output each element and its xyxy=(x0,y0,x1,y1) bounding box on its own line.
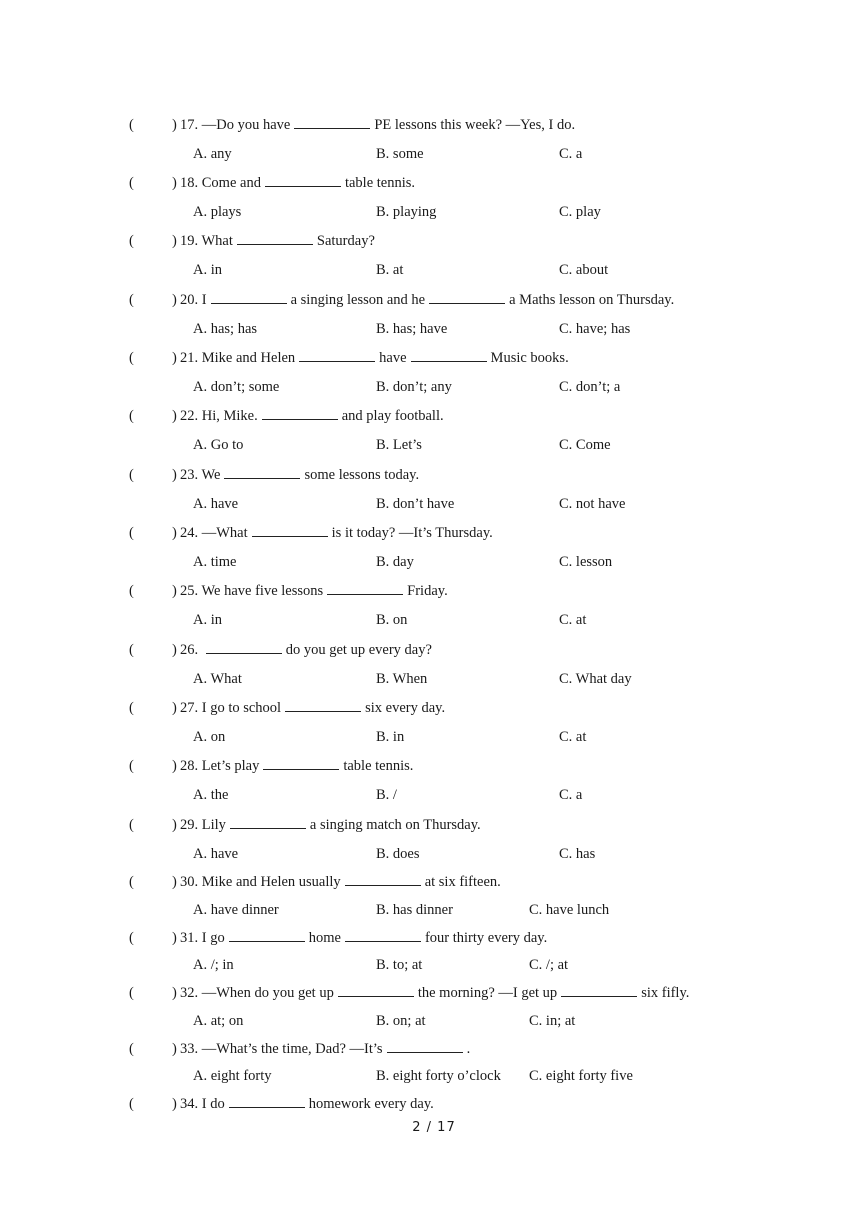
answer-paren-open[interactable]: ( xyxy=(129,930,134,946)
question-text-segment: is it today? —It’s Thursday. xyxy=(331,525,493,541)
answer-paren-close: ) xyxy=(172,1096,177,1112)
option-a[interactable]: A. have xyxy=(193,846,239,862)
option-b[interactable]: B. eight forty o’clock xyxy=(376,1068,501,1084)
answer-blank[interactable] xyxy=(387,1039,463,1053)
question-number: 23 xyxy=(180,467,195,483)
options-row xyxy=(0,144,868,164)
option-c[interactable]: C. about xyxy=(559,262,609,278)
question-text: 32. —When do you get up the morning? —I get up six fifly. xyxy=(180,985,690,1001)
option-a[interactable]: A. in xyxy=(193,612,222,628)
question-text-segment: Let’s play xyxy=(201,758,260,774)
question-text-segment: Hi, Mike. xyxy=(201,408,258,424)
question-text-segment: I xyxy=(201,292,207,308)
options-row xyxy=(0,377,868,397)
answer-paren-open[interactable]: ( xyxy=(129,583,134,599)
question-text-segment: at six fifteen. xyxy=(424,874,501,890)
question-text: 29. Lily a singing match on Thursday. xyxy=(180,817,481,833)
question-text-segment: —When do you get up xyxy=(201,985,334,1001)
question-33 xyxy=(0,1039,868,1059)
answer-paren-open[interactable]: ( xyxy=(129,874,134,890)
answer-paren-close: ) xyxy=(172,175,177,191)
answer-blank[interactable] xyxy=(561,983,637,997)
option-c[interactable]: C. not have xyxy=(559,496,626,512)
question-text-segment: six every day. xyxy=(365,700,446,716)
option-c[interactable]: C. has xyxy=(559,846,596,862)
question-number: 26 xyxy=(180,642,195,658)
option-c[interactable]: C. in; at xyxy=(529,1013,576,1029)
options-row xyxy=(0,435,868,455)
answer-paren-close: ) xyxy=(172,233,177,249)
question-text: 34. I do homework every day. xyxy=(180,1096,434,1112)
options-row xyxy=(0,669,868,689)
answer-blank[interactable] xyxy=(411,348,487,362)
option-c[interactable]: C. have; has xyxy=(559,321,631,337)
question-text: 17. —Do you have PE lessons this week? —Yes, I do. xyxy=(180,117,576,133)
answer-blank[interactable] xyxy=(224,465,300,479)
question-text-segment: What xyxy=(201,233,233,249)
answer-paren-close: ) xyxy=(172,985,177,1001)
question-text-segment: do you get up every day? xyxy=(285,642,432,658)
options-row xyxy=(0,610,868,630)
question-17 xyxy=(0,115,868,135)
question-text: 33. —What’s the time, Dad? —It’s . xyxy=(180,1041,471,1057)
answer-paren-open[interactable]: ( xyxy=(129,985,134,1001)
options-row xyxy=(0,1011,868,1031)
answer-paren-close: ) xyxy=(172,642,177,658)
answer-paren-close: ) xyxy=(172,874,177,890)
question-text: 26. do you get up every day? xyxy=(180,642,432,658)
question-text-segment: some lessons today. xyxy=(304,467,420,483)
question-number: 17 xyxy=(180,117,195,133)
option-c[interactable]: C. /; at xyxy=(529,957,569,973)
question-text-segment: Saturday? xyxy=(316,233,375,249)
question-25 xyxy=(0,581,868,601)
question-text-segment: Lily xyxy=(201,817,226,833)
question-text-segment: the morning? —I get up xyxy=(417,985,558,1001)
option-b[interactable]: B. on xyxy=(376,612,408,628)
question-text: 30. Mike and Helen usually at six fifteen. xyxy=(180,874,501,890)
option-a[interactable]: A. What xyxy=(193,671,242,687)
option-c[interactable]: C. at xyxy=(559,612,587,628)
answer-blank[interactable] xyxy=(262,406,338,420)
question-34 xyxy=(0,1094,868,1114)
question-21 xyxy=(0,348,868,368)
question-text-segment: and play football. xyxy=(341,408,444,424)
option-a[interactable]: A. time xyxy=(193,554,237,570)
options-row xyxy=(0,260,868,280)
option-b[interactable]: B. / xyxy=(376,787,397,803)
question-number: 34 xyxy=(180,1096,195,1112)
question-27 xyxy=(0,698,868,718)
question-text-segment: have xyxy=(379,350,407,366)
option-b[interactable]: B. at xyxy=(376,262,404,278)
option-b[interactable]: B. When xyxy=(376,671,428,687)
question-text-segment: six fifly. xyxy=(641,985,690,1001)
question-text-segment: table tennis. xyxy=(343,758,414,774)
question-number: 18 xyxy=(180,175,195,191)
answer-paren-close: ) xyxy=(172,930,177,946)
option-b[interactable]: B. has; have xyxy=(376,321,448,337)
option-c[interactable]: C. Come xyxy=(559,437,611,453)
answer-blank[interactable] xyxy=(345,872,421,886)
question-number: 33 xyxy=(180,1041,195,1057)
question-32 xyxy=(0,983,868,1003)
answer-paren-close: ) xyxy=(172,467,177,483)
answer-paren-close: ) xyxy=(172,817,177,833)
option-b[interactable]: B. does xyxy=(376,846,420,862)
question-text: 28. Let’s play table tennis. xyxy=(180,758,414,774)
answer-paren-close: ) xyxy=(172,700,177,716)
options-row xyxy=(0,552,868,572)
answer-blank[interactable] xyxy=(206,640,282,654)
question-26 xyxy=(0,640,868,660)
option-a[interactable]: A. /; in xyxy=(193,957,234,973)
option-a[interactable]: A. in xyxy=(193,262,222,278)
question-number: 30 xyxy=(180,874,195,890)
question-text-segment: four thirty every day. xyxy=(424,930,548,946)
answer-paren-open[interactable]: ( xyxy=(129,817,134,833)
answer-paren-open[interactable]: ( xyxy=(129,758,134,774)
answer-paren-close: ) xyxy=(172,350,177,366)
answer-blank[interactable] xyxy=(252,523,328,537)
option-c[interactable]: C. play xyxy=(559,204,601,220)
question-text-segment: . xyxy=(466,1041,471,1057)
options-row xyxy=(0,844,868,864)
question-text-segment: a singing match on Thursday. xyxy=(309,817,481,833)
question-22 xyxy=(0,406,868,426)
answer-paren-close: ) xyxy=(172,117,177,133)
question-text: 25. We have five lessons Friday. xyxy=(180,583,448,599)
question-text: 22. Hi, Mike. and play football. xyxy=(180,408,444,424)
question-19 xyxy=(0,231,868,251)
answer-paren-close: ) xyxy=(172,525,177,541)
question-text-segment: Music books. xyxy=(490,350,569,366)
question-text: 24. —What is it today? —It’s Thursday. xyxy=(180,525,493,541)
options-row xyxy=(0,955,868,975)
answer-paren-open[interactable]: ( xyxy=(129,292,134,308)
question-text: 23. We some lessons today. xyxy=(180,467,420,483)
question-text: 19. What Saturday? xyxy=(180,233,375,249)
option-a[interactable]: A. has; has xyxy=(193,321,258,337)
question-text-segment: —What xyxy=(201,525,248,541)
question-23 xyxy=(0,465,868,485)
answer-paren-open[interactable]: ( xyxy=(129,525,134,541)
option-a[interactable]: A. have xyxy=(193,496,239,512)
option-c[interactable]: C. a xyxy=(559,146,583,162)
question-number: 25 xyxy=(180,583,195,599)
answer-blank[interactable] xyxy=(285,698,361,712)
question-number: 29 xyxy=(180,817,195,833)
question-text-segment: Mike and Helen usually xyxy=(201,874,341,890)
question-number: 21 xyxy=(180,350,195,366)
question-number: 19 xyxy=(180,233,195,249)
question-29 xyxy=(0,815,868,835)
options-row xyxy=(0,900,868,920)
question-31 xyxy=(0,928,868,948)
answer-blank[interactable] xyxy=(229,928,305,942)
option-b[interactable]: B. to; at xyxy=(376,957,423,973)
answer-paren-close: ) xyxy=(172,408,177,424)
option-a[interactable]: A. plays xyxy=(193,204,242,220)
question-text-segment: table tennis. xyxy=(344,175,416,191)
option-c[interactable]: C. eight forty five xyxy=(529,1068,633,1084)
question-text-segment: Come and xyxy=(201,175,261,191)
answer-blank[interactable] xyxy=(230,815,306,829)
question-24 xyxy=(0,523,868,543)
answer-paren-open[interactable]: ( xyxy=(129,1096,134,1112)
question-text-segment: We have five lessons xyxy=(201,583,324,599)
answer-paren-close: ) xyxy=(172,583,177,599)
option-a[interactable]: A. on xyxy=(193,729,226,745)
answer-blank[interactable] xyxy=(327,581,403,595)
question-text-segment: —Do you have xyxy=(201,117,291,133)
option-b[interactable]: B. Let’s xyxy=(376,437,422,453)
question-18 xyxy=(0,173,868,193)
options-row xyxy=(0,785,868,805)
answer-paren-open[interactable]: ( xyxy=(129,350,134,366)
answer-paren-close: ) xyxy=(172,758,177,774)
page-number: 2 / 17 xyxy=(412,1120,456,1135)
options-row xyxy=(0,494,868,514)
question-number: 28 xyxy=(180,758,195,774)
question-text-segment: homework every day. xyxy=(308,1096,434,1112)
answer-paren-close: ) xyxy=(172,1041,177,1057)
answer-paren-open[interactable]: ( xyxy=(129,1041,134,1057)
option-c[interactable]: C. don’t; a xyxy=(559,379,621,395)
option-a[interactable]: A. eight forty xyxy=(193,1068,272,1084)
answer-blank[interactable] xyxy=(265,173,341,187)
answer-blank[interactable] xyxy=(299,348,375,362)
question-number: 24 xyxy=(180,525,195,541)
options-row xyxy=(0,1066,868,1086)
answer-paren-open[interactable]: ( xyxy=(129,467,134,483)
option-a[interactable]: A. Go to xyxy=(193,437,244,453)
answer-paren-open[interactable]: ( xyxy=(129,408,134,424)
option-c[interactable]: C. have lunch xyxy=(529,902,610,918)
answer-blank[interactable] xyxy=(294,115,370,129)
question-text: 20. I a singing lesson and he a Maths lesson on Thursday. xyxy=(180,292,675,308)
option-c[interactable]: C. lesson xyxy=(559,554,613,570)
answer-blank[interactable] xyxy=(237,231,313,245)
answer-blank[interactable] xyxy=(345,928,421,942)
question-text-segment: —What’s the time, Dad? —It’s xyxy=(201,1041,383,1057)
question-20 xyxy=(0,290,868,310)
option-a[interactable]: A. the xyxy=(193,787,229,803)
answer-paren-open[interactable]: ( xyxy=(129,233,134,249)
option-c[interactable]: C. a xyxy=(559,787,583,803)
question-28 xyxy=(0,756,868,776)
question-number: 20 xyxy=(180,292,195,308)
question-text-segment: We xyxy=(201,467,221,483)
answer-blank[interactable] xyxy=(211,290,287,304)
option-a[interactable]: A. at; on xyxy=(193,1013,244,1029)
option-b[interactable]: B. has dinner xyxy=(376,902,453,918)
answer-blank[interactable] xyxy=(338,983,414,997)
option-b[interactable]: B. on; at xyxy=(376,1013,426,1029)
option-b[interactable]: B. don’t have xyxy=(376,496,455,512)
question-text: 27. I go to school six every day. xyxy=(180,700,446,716)
answer-blank[interactable] xyxy=(429,290,505,304)
question-text-segment: I go xyxy=(201,930,225,946)
question-30 xyxy=(0,872,868,892)
question-number: 27 xyxy=(180,700,195,716)
question-text-segment: PE lessons this week? —Yes, I do. xyxy=(374,117,576,133)
question-text-segment: home xyxy=(308,930,341,946)
option-a[interactable]: A. any xyxy=(193,146,232,162)
option-a[interactable]: A. don’t; some xyxy=(193,379,280,395)
question-text: 31. I go home four thirty every day. xyxy=(180,930,548,946)
question-text-segment: a Maths lesson on Thursday. xyxy=(509,292,675,308)
option-b[interactable]: B. in xyxy=(376,729,405,745)
question-text-segment: Friday. xyxy=(407,583,448,599)
answer-blank[interactable] xyxy=(263,756,339,770)
answer-paren-open[interactable]: ( xyxy=(129,175,134,191)
answer-paren-close: ) xyxy=(172,292,177,308)
option-b[interactable]: B. some xyxy=(376,146,424,162)
options-row xyxy=(0,319,868,339)
option-a[interactable]: A. have dinner xyxy=(193,902,279,918)
answer-paren-open[interactable]: ( xyxy=(129,117,134,133)
option-b[interactable]: B. day xyxy=(376,554,414,570)
question-text-segment: Mike and Helen xyxy=(201,350,296,366)
question-number: 32 xyxy=(180,985,195,1001)
answer-blank[interactable] xyxy=(229,1094,305,1108)
option-b[interactable]: B. playing xyxy=(376,204,437,220)
question-text-segment: I do xyxy=(201,1096,225,1112)
options-row xyxy=(0,727,868,747)
answer-paren-open[interactable]: ( xyxy=(129,642,134,658)
option-c[interactable]: C. at xyxy=(559,729,587,745)
question-text-segment: a singing lesson and he xyxy=(290,292,426,308)
question-number: 31 xyxy=(180,930,195,946)
option-b[interactable]: B. don’t; any xyxy=(376,379,452,395)
question-number: 22 xyxy=(180,408,195,424)
option-c[interactable]: C. What day xyxy=(559,671,632,687)
question-text: 21. Mike and Helen have Music books. xyxy=(180,350,569,366)
question-text: 18. Come and table tennis. xyxy=(180,175,416,191)
options-row xyxy=(0,202,868,222)
question-text-segment: I go to school xyxy=(201,700,282,716)
answer-paren-open[interactable]: ( xyxy=(129,700,134,716)
